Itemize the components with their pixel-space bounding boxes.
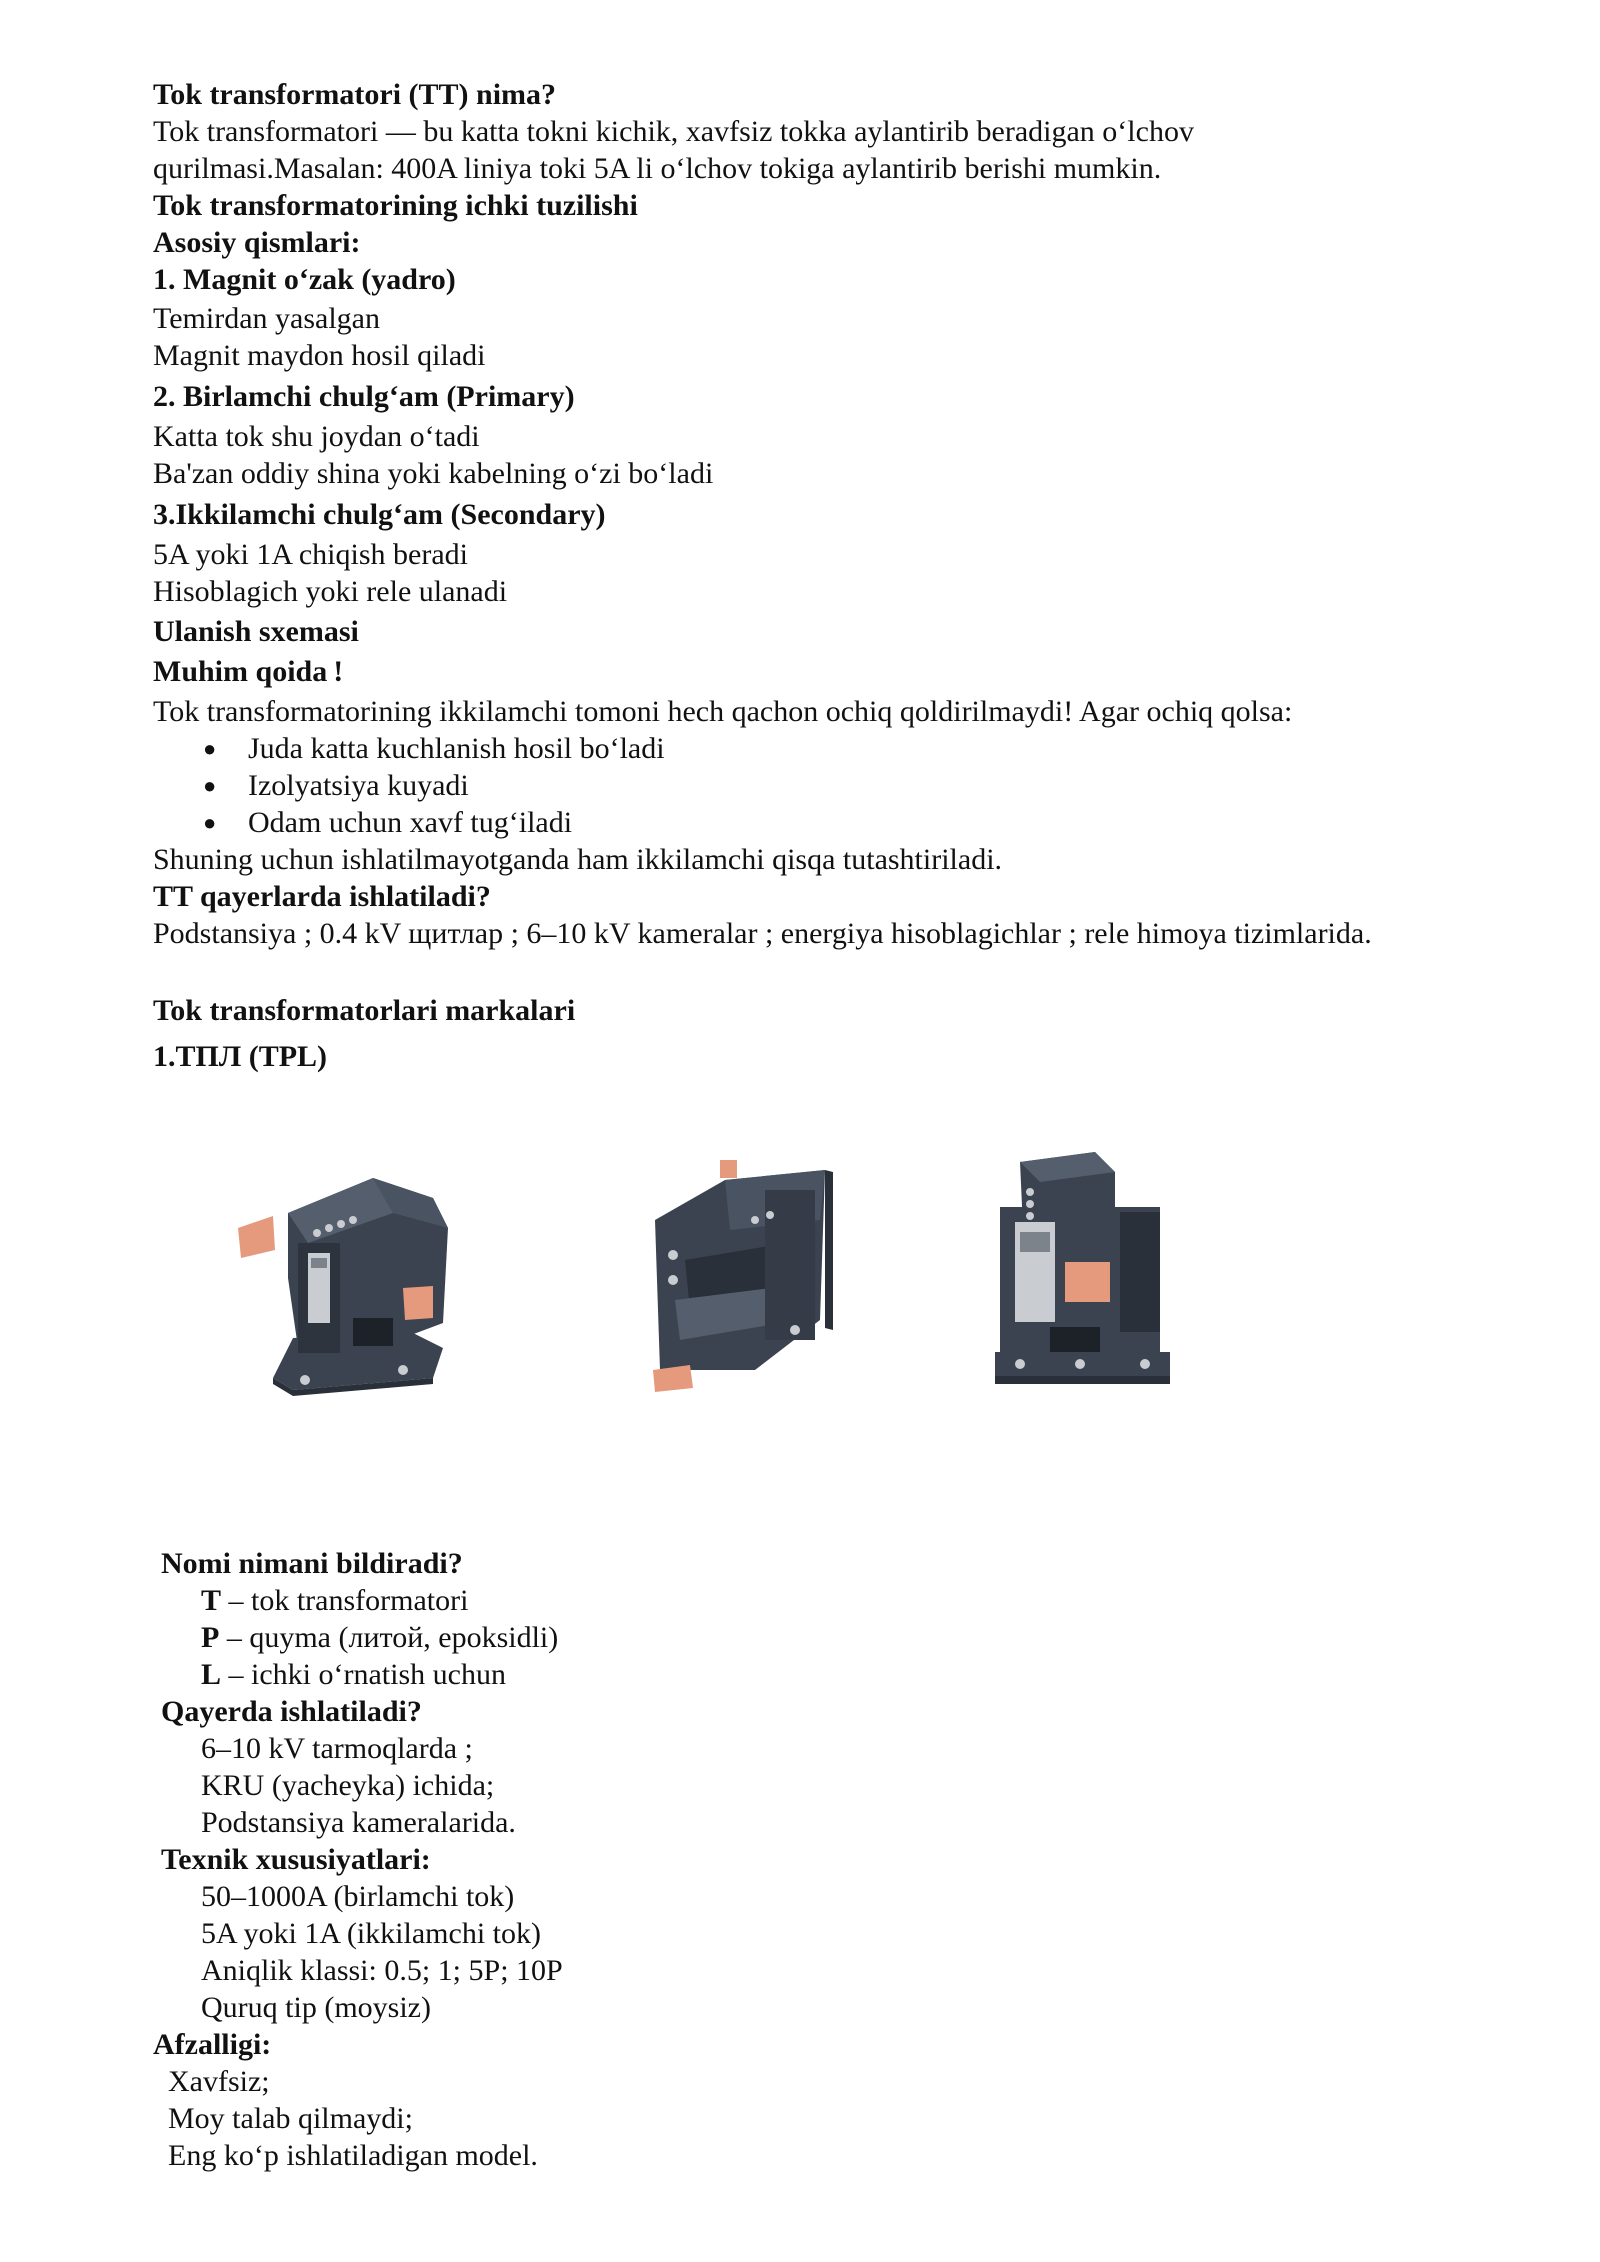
part1-line-1: Temirdan yasalgan <box>153 302 380 335</box>
tech-heading: Texnik xususiyatlari: <box>161 1843 431 1876</box>
brand1-heading: 1.ТПЛ (TPL) <box>153 1040 328 1073</box>
tech-line-2: 5A yoki 1A (ikkilamchi tok) <box>201 1917 541 1950</box>
part1-heading: 1. Magnit o‘zak (yadro) <box>153 263 456 296</box>
name-heading: Nomi nimani bildiradi? <box>161 1547 463 1580</box>
tpl-transformer-photo-side <box>995 1152 1170 1387</box>
name-item-3-desc: – ichki o‘rnatish uchun <box>221 1658 506 1691</box>
name-item-1-desc: – tok transformatori <box>221 1584 469 1617</box>
part3-heading: 3.Ikkilamchi chulg‘am (Secondary) <box>153 498 606 531</box>
structure-heading: Tok transformatorining ichki tuzilishi <box>153 189 638 222</box>
part3-line-2: Hisoblagich yoki rele ulanadi <box>153 575 508 608</box>
where-line-3: Podstansiya kameralarida. <box>201 1806 516 1839</box>
name-item-2-letter: P <box>201 1621 220 1654</box>
usage-heading: TT qayerlarda ishlatiladi? <box>153 880 491 913</box>
adv-heading: Afzalligi: <box>153 2028 272 2061</box>
part2-line-1: Katta tok shu joydan o‘tadi <box>153 420 480 453</box>
adv-line-1: Xavfsiz; <box>168 2065 270 2098</box>
brands-heading: Tok transformatorlari markalari <box>153 994 576 1027</box>
part1-line-2: Magnit maydon hosil qiladi <box>153 339 486 372</box>
bullet-item-1: Juda katta kuchlanish hosil bo‘ladi <box>248 732 665 765</box>
where-line-1: 6–10 kV tarmoqlarda ; <box>201 1732 473 1765</box>
bullet-dot-3: ● <box>203 810 217 835</box>
where-line-2: KRU (yacheyka) ichida; <box>201 1769 495 1802</box>
bullet-dot-2: ● <box>203 773 217 798</box>
tech-line-3: Aniqlik klassi: 0.5; 1; 5P; 10P <box>201 1954 563 1987</box>
where-heading: Qayerda ishlatiladi? <box>161 1695 422 1728</box>
tpl-transformer-photo-angled <box>645 1160 835 1400</box>
tech-line-1: 50–1000A (birlamchi tok) <box>201 1880 515 1913</box>
rule-conclusion: Shuning uchun ishlatilmayotganda ham ikkilamchi qisqa tutashtiriladi. <box>153 843 1003 876</box>
intro-line-1: Tok transformatori — bu katta tokni kichik, xavfsiz tokka aylantirib beradigan o‘lchov <box>153 115 1194 148</box>
name-item-3-letter: L <box>201 1658 222 1691</box>
adv-line-2: Moy talab qilmaydi; <box>168 2102 413 2135</box>
part2-heading: 2. Birlamchi chulg‘am (Primary) <box>153 380 575 413</box>
tpl-transformer-photo-front <box>233 1158 463 1398</box>
rule-heading: Muhim qoida ! <box>153 655 344 688</box>
scheme-heading: Ulanish sxemasi <box>153 615 359 648</box>
name-item-1-letter: T <box>201 1584 222 1617</box>
part2-line-2: Ba'zan oddiy shina yoki kabelning o‘zi bo‘ladi <box>153 457 714 490</box>
name-item-2 <box>201 1619 558 1656</box>
bullet-item-3: Odam uchun xavf tug‘iladi <box>248 806 573 839</box>
doc-title: Tok transformatori (TT) nima? <box>153 78 557 111</box>
part3-line-1: 5A yoki 1A chiqish beradi <box>153 538 468 571</box>
rule-text: Tok transformatorining ikkilamchi tomoni hech qachon ochiq qoldirilmaydi! Agar ochiq qolsa: <box>153 695 1293 728</box>
bullet-dot-1: ● <box>203 736 217 761</box>
name-item-3 <box>201 1656 506 1693</box>
bullet-item-2: Izolyatsiya kuyadi <box>248 769 469 802</box>
parts-heading: Asosiy qismlari: <box>153 226 361 259</box>
usage-text: Podstansiya ; 0.4 kV щитлар ; 6–10 kV kameralar ; energiya hisoblagichlar ; rele himoya tizimlarida. <box>153 917 1372 950</box>
name-item-2-desc: – quyma (литой, epoksidli) <box>219 1621 559 1654</box>
adv-line-3: Eng ko‘p ishlatiladigan model. <box>168 2139 538 2172</box>
name-item-1 <box>201 1582 468 1619</box>
intro-line-2: qurilmasi.Masalan: 400A liniya toki 5A li o‘lchov tokiga aylantirib berishi mumkin. <box>153 152 1162 185</box>
tech-line-4: Quruq tip (moysiz) <box>201 1991 431 2024</box>
